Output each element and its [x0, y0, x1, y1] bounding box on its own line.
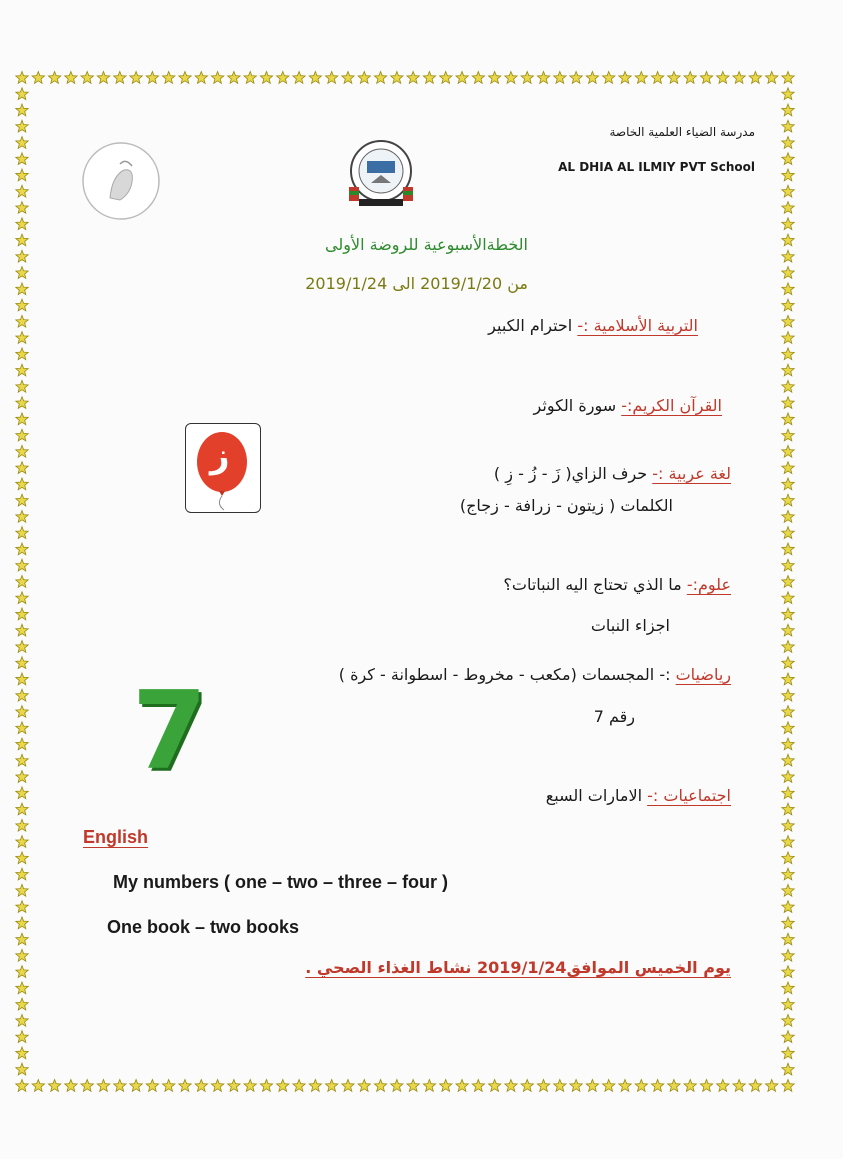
border-star-icon [586, 72, 598, 84]
border-star-icon [782, 72, 794, 84]
border-star-icon [717, 1080, 729, 1092]
border-star-icon [16, 559, 28, 571]
border-star-icon [684, 1080, 696, 1092]
border-star-icon [16, 819, 28, 831]
border-star-icon [733, 72, 745, 84]
math-content: :- المجسمات (مكعب - مخروط - اسطوانة - كرة ) [338, 665, 671, 684]
border-star-icon [16, 689, 28, 701]
border-star-icon [782, 706, 794, 718]
border-star-icon [16, 397, 28, 409]
border-star-icon [16, 169, 28, 181]
border-star-icon [374, 1080, 386, 1092]
border-star-icon [782, 169, 794, 181]
border-star-icon [651, 72, 663, 84]
border-star-icon [16, 657, 28, 669]
border-star-icon [16, 380, 28, 392]
border-star-icon [651, 1080, 663, 1092]
border-star-icon [440, 72, 452, 84]
border-star-icon [782, 429, 794, 441]
border-star-icon [65, 1080, 77, 1092]
border-star-icon [423, 72, 435, 84]
border-star-icon [374, 72, 386, 84]
letter-zay: ز [210, 436, 230, 476]
border-star-icon [16, 852, 28, 864]
math-number: رقم 7 [593, 707, 635, 726]
science-content: ما الذي تحتاج اليه النباتات؟ [503, 575, 682, 594]
border-star-icon [782, 689, 794, 701]
border-star-icon [16, 641, 28, 653]
border-star-icon [16, 413, 28, 425]
school-name-english: AL DHIA AL ILMIY PVT School [558, 160, 755, 174]
border-star-icon [293, 72, 305, 84]
social-row [546, 786, 731, 805]
border-star-icon [700, 72, 712, 84]
border-star-icon [782, 754, 794, 766]
social-content: الامارات السبع [545, 786, 643, 805]
border-star-icon [782, 88, 794, 100]
border-star-icon [163, 1080, 175, 1092]
border-star-icon [16, 478, 28, 490]
english-line-2: One book – two books [107, 917, 300, 937]
border-star-icon [32, 72, 44, 84]
math-label: رياضيات [675, 665, 731, 684]
border-star-icon [16, 299, 28, 311]
islamic-row [488, 316, 698, 335]
border-star-icon [358, 1080, 370, 1092]
border-star-icon [293, 1080, 305, 1092]
border-star-icon [782, 657, 794, 669]
border-star-icon [16, 104, 28, 116]
border-star-icon [782, 852, 794, 864]
border-star-icon [16, 738, 28, 750]
english-heading: English [83, 827, 149, 847]
border-star-icon [16, 998, 28, 1010]
border-star-icon [16, 120, 28, 132]
border-star-icon [16, 315, 28, 327]
border-star-icon [782, 527, 794, 539]
border-star-icon [635, 72, 647, 84]
border-star-icon [16, 137, 28, 149]
arabic-content: حرف الزاي( زَ - زُ - زِ ) [493, 464, 648, 483]
border-star-icon [749, 1080, 761, 1092]
border-star-icon [130, 1080, 142, 1092]
border-star-icon [16, 267, 28, 279]
border-star-icon [195, 1080, 207, 1092]
border-star-icon [749, 72, 761, 84]
border-star-icon [782, 315, 794, 327]
border-star-icon [309, 72, 321, 84]
border-star-icon [114, 1080, 126, 1092]
school-name-arabic: مدرسة الضياء العلمية الخاصة [609, 125, 755, 139]
border-star-icon [16, 803, 28, 815]
science-label: علوم:- [686, 575, 731, 594]
border-star-icon [782, 608, 794, 620]
border-star-icon [16, 364, 28, 376]
border-star-icon [342, 72, 354, 84]
border-star-icon [16, 982, 28, 994]
border-star-icon [782, 738, 794, 750]
border-star-icon [16, 218, 28, 230]
border-star-icon [489, 72, 501, 84]
border-star-icon [766, 72, 778, 84]
border-star-icon [16, 949, 28, 961]
border-star-icon [16, 1015, 28, 1027]
border-star-icon [407, 1080, 419, 1092]
border-star-icon [16, 429, 28, 441]
border-star-icon [684, 72, 696, 84]
border-star-icon [766, 1080, 778, 1092]
border-star-icon [782, 202, 794, 214]
border-star-icon [16, 332, 28, 344]
plan-dates: من 2019/1/20 الى 2019/1/24 [305, 274, 528, 293]
border-star-icon [326, 72, 338, 84]
border-star-icon [668, 72, 680, 84]
border-star-icon [277, 1080, 289, 1092]
border-star-icon [16, 754, 28, 766]
border-star-icon [16, 153, 28, 165]
border-star-icon [782, 511, 794, 523]
border-star-icon [619, 1080, 631, 1092]
border-star-icon [211, 72, 223, 84]
quran-content: سورة الكوثر [533, 396, 617, 415]
border-star-icon [782, 933, 794, 945]
border-star-icon [782, 299, 794, 311]
border-star-icon [472, 72, 484, 84]
border-star-icon [326, 1080, 338, 1092]
social-label: اجتماعيات :- [647, 786, 731, 805]
border-star-icon [489, 1080, 501, 1092]
border-star-icon [81, 1080, 93, 1092]
border-star-icon [16, 445, 28, 457]
border-star-icon [16, 511, 28, 523]
border-star-icon [456, 1080, 468, 1092]
border-star-icon [619, 72, 631, 84]
border-star-icon [16, 576, 28, 588]
border-star-icon [603, 1080, 615, 1092]
border-star-icon [16, 624, 28, 636]
border-star-icon [423, 1080, 435, 1092]
border-star-icon [81, 72, 93, 84]
border-star-icon [603, 72, 615, 84]
border-star-icon [782, 267, 794, 279]
border-star-icon [537, 72, 549, 84]
border-star-icon [782, 868, 794, 880]
border-star-icon [228, 72, 240, 84]
big-number-seven: 7 [132, 669, 208, 794]
border-star-icon [521, 1080, 533, 1092]
border-star-icon [277, 72, 289, 84]
border-star-icon [782, 803, 794, 815]
border-star-icon [570, 1080, 582, 1092]
border-star-icon [782, 494, 794, 506]
border-star-icon [179, 1080, 191, 1092]
border-star-icon [782, 884, 794, 896]
border-star-icon [114, 72, 126, 84]
border-star-icon [782, 1080, 794, 1092]
border-star-icon [782, 1015, 794, 1027]
border-star-icon [16, 787, 28, 799]
border-star-icon [16, 185, 28, 197]
border-star-icon [782, 787, 794, 799]
border-star-icon [782, 673, 794, 685]
border-star-icon [97, 1080, 109, 1092]
border-star-icon [782, 348, 794, 360]
border-star-icon [782, 722, 794, 734]
border-star-icon [782, 1047, 794, 1059]
border-star-icon [309, 1080, 321, 1092]
border-star-icon [782, 234, 794, 246]
border-star-icon [16, 543, 28, 555]
border-star-icon [16, 72, 28, 84]
border-star-icon [16, 917, 28, 929]
border-star-icon [456, 72, 468, 84]
border-star-icon [16, 1031, 28, 1043]
border-star-icon [782, 949, 794, 961]
border-star-icon [537, 1080, 549, 1092]
border-star-icon [733, 1080, 745, 1092]
border-star-icon [16, 462, 28, 474]
border-star-icon [717, 72, 729, 84]
border-star-icon [472, 1080, 484, 1092]
border-star-icon [782, 462, 794, 474]
border-star-icon [782, 576, 794, 588]
border-star-icon [48, 1080, 60, 1092]
border-star-icon [554, 72, 566, 84]
border-star-icon [228, 1080, 240, 1092]
border-star-icon [16, 1063, 28, 1075]
border-star-icon [32, 1080, 44, 1092]
border-star-icon [16, 706, 28, 718]
science-row [503, 575, 731, 594]
border-star-icon [782, 966, 794, 978]
border-star-icon [16, 348, 28, 360]
border-star-icon [16, 250, 28, 262]
english-line-1: My numbers ( one – two – three – four ) [113, 872, 449, 892]
border-star-icon [521, 72, 533, 84]
border-star-icon [782, 185, 794, 197]
border-star-icon [16, 933, 28, 945]
border-star-icon [16, 836, 28, 848]
border-star-icon [782, 641, 794, 653]
border-star-icon [782, 120, 794, 132]
border-star-icon [440, 1080, 452, 1092]
border-star-icon [195, 72, 207, 84]
border-star-icon [244, 72, 256, 84]
border-star-icon [782, 218, 794, 230]
math-row [339, 665, 731, 684]
border-star-icon [16, 884, 28, 896]
border-star-icon [782, 397, 794, 409]
border-star-icon [16, 234, 28, 246]
border-star-icon [782, 836, 794, 848]
border-star-icon [16, 1080, 28, 1092]
plan-title: الخطةالأسبوعية للروضة الأولى [325, 235, 528, 254]
border-star-icon [782, 283, 794, 295]
border-star-icon [782, 819, 794, 831]
islamic-label: التربية الأسلامية :- [577, 316, 698, 335]
border-star-icon [16, 527, 28, 539]
border-star-icon [16, 673, 28, 685]
border-star-icon [782, 917, 794, 929]
border-star-icon [16, 592, 28, 604]
border-star-icon [635, 1080, 647, 1092]
border-star-icon [700, 1080, 712, 1092]
border-star-icon [782, 1031, 794, 1043]
border-star-icon [782, 153, 794, 165]
border-star-icon [782, 332, 794, 344]
arabic-words: الكلمات ( زيتون - زرافة - زجاج) [459, 496, 673, 515]
border-star-icon [782, 250, 794, 262]
border-star-icon [782, 592, 794, 604]
border-star-icon [668, 1080, 680, 1092]
border-star-icon [782, 901, 794, 913]
border-star-icon [782, 478, 794, 490]
border-star-icon [570, 72, 582, 84]
border-star-icon [782, 380, 794, 392]
border-star-icon [391, 1080, 403, 1092]
quran-label: القرآن الكريم:- [621, 396, 722, 415]
border-star-icon [16, 901, 28, 913]
border-star-icon [782, 624, 794, 636]
left-emblem-logo [80, 140, 162, 222]
border-star-icon [48, 72, 60, 84]
border-star-icon [407, 72, 419, 84]
border-star-icon [146, 1080, 158, 1092]
border-star-icon [16, 966, 28, 978]
border-star-icon [342, 1080, 354, 1092]
border-star-icon [16, 868, 28, 880]
border-star-icon [782, 137, 794, 149]
border-star-icon [782, 445, 794, 457]
border-star-icon [65, 72, 77, 84]
border-star-icon [782, 104, 794, 116]
arabic-row [494, 464, 731, 483]
border-star-icon [163, 72, 175, 84]
border-star-icon [16, 494, 28, 506]
border-star-icon [782, 771, 794, 783]
border-star-icon [391, 72, 403, 84]
border-star-icon [358, 72, 370, 84]
border-star-icon [16, 1047, 28, 1059]
border-star-icon [782, 1063, 794, 1075]
border-star-icon [782, 543, 794, 555]
science-sub: اجزاء النبات [590, 616, 670, 635]
arabic-label: لغة عربية :- [652, 464, 731, 483]
school-crest-logo [343, 137, 419, 213]
border-star-icon [260, 1080, 272, 1092]
islamic-content: احترام الكبير [488, 316, 573, 335]
footer-note: يوم الخميس الموافق2019/1/24 نشاط الغذاء الصحي . [305, 958, 731, 977]
border-star-icon [260, 72, 272, 84]
border-star-icon [782, 998, 794, 1010]
border-star-icon [586, 1080, 598, 1092]
border-star-icon [179, 72, 191, 84]
border-star-icon [505, 1080, 517, 1092]
border-star-icon [782, 413, 794, 425]
border-star-icon [16, 88, 28, 100]
border-star-icon [97, 72, 109, 84]
border-star-icon [211, 1080, 223, 1092]
border-star-icon [505, 72, 517, 84]
border-star-icon [782, 559, 794, 571]
letter-zay-card [185, 423, 261, 513]
border-star-icon [16, 202, 28, 214]
border-star-icon [16, 722, 28, 734]
border-star-icon [244, 1080, 256, 1092]
border-star-icon [16, 771, 28, 783]
border-star-icon [16, 608, 28, 620]
border-star-icon [146, 72, 158, 84]
border-star-icon [782, 982, 794, 994]
quran-row [534, 396, 728, 415]
border-star-icon [554, 1080, 566, 1092]
border-star-icon [782, 364, 794, 376]
border-star-icon [130, 72, 142, 84]
border-star-icon [16, 283, 28, 295]
